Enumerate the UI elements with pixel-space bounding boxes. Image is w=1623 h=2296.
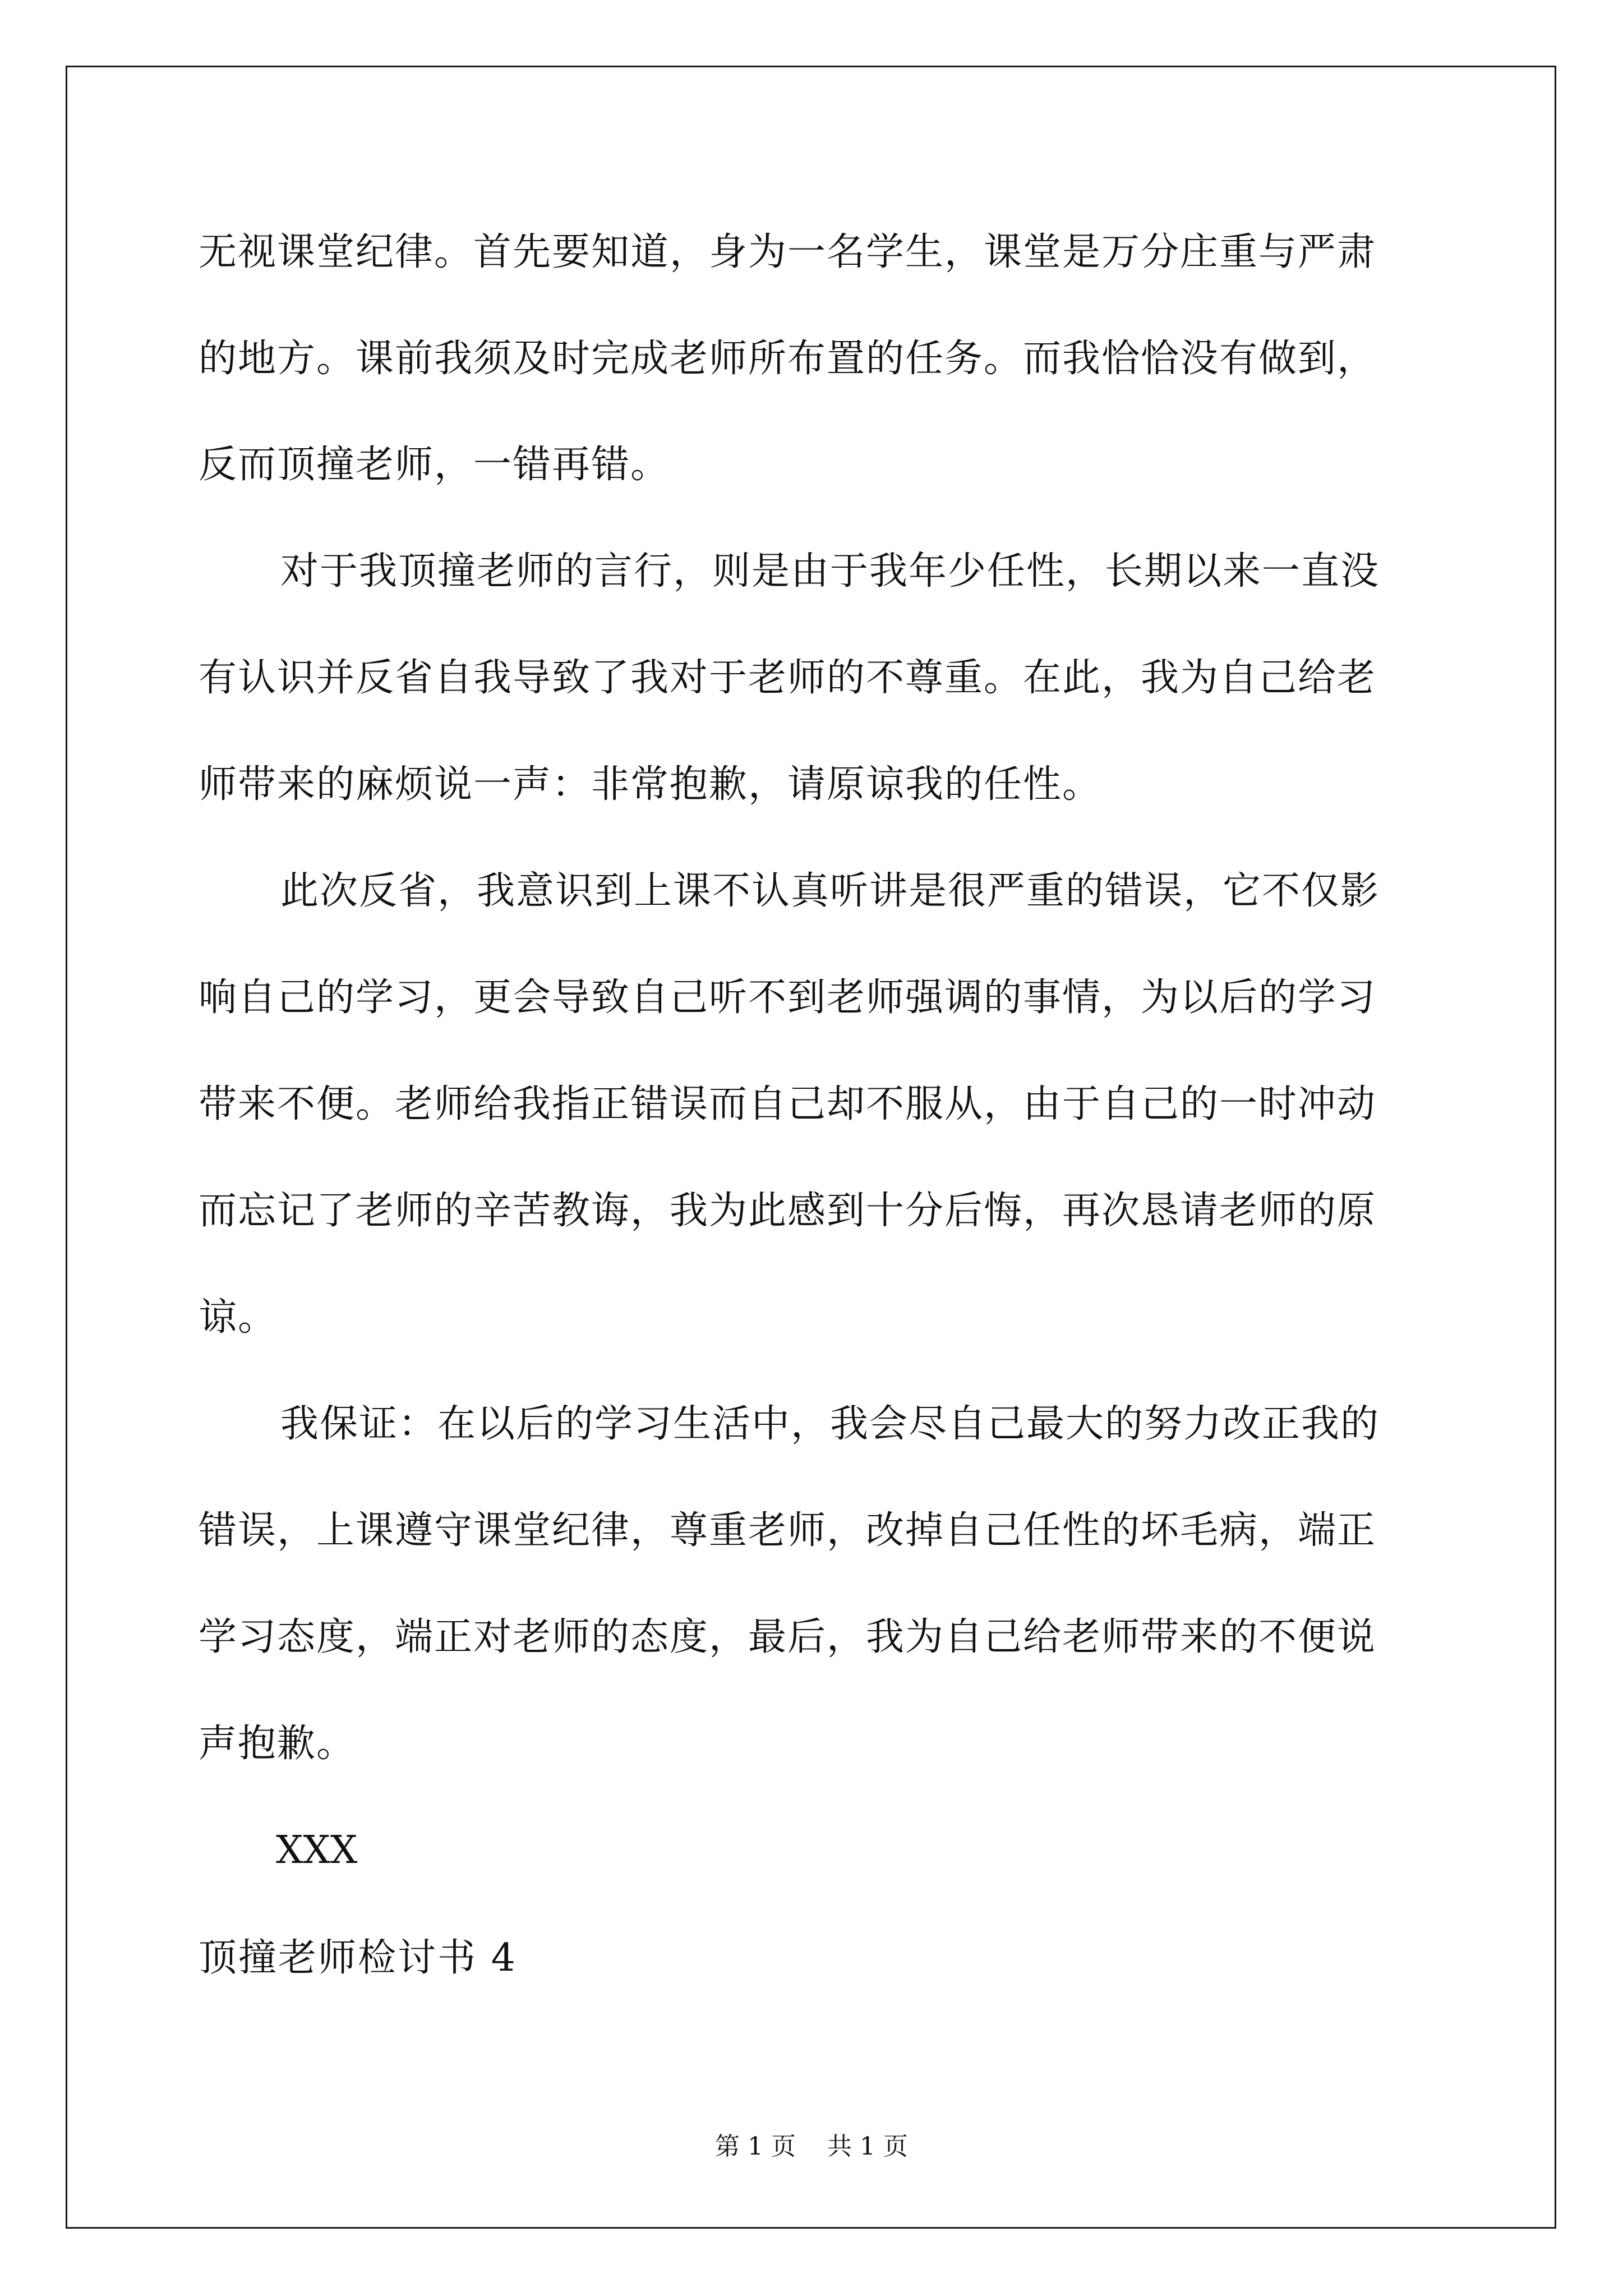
- body-line-8: 响自己的学习，更会导致自己听不到老师强调的事情，为以后的学习: [199, 976, 1377, 1020]
- body-line-10: 而忘记了老师的辛苦教诲，我为此感到十分后悔，再次恳请老师的原: [199, 1189, 1377, 1233]
- signature: XXX: [276, 1828, 358, 1872]
- body-line-6: 师带来的麻烦说一声：非常抱歉，请原谅我的任性。: [199, 762, 1102, 807]
- page-border: [66, 66, 1556, 2229]
- body-line-15: 声抱歉。: [199, 1722, 356, 1766]
- body-line-11: 谅。: [199, 1295, 278, 1340]
- next-section-heading: 顶撞老师检讨书 4: [199, 1936, 517, 1980]
- body-line-14: 学习态度，端正对老师的态度，最后，我为自己给老师带来的不便说: [199, 1615, 1377, 1659]
- body-line-4: 对于我顶撞老师的言行，则是由于我年少任性，长期以来一直没: [280, 549, 1380, 593]
- body-line-2: 的地方。课前我须及时完成老师所布置的任务。而我恰恰没有做到，: [199, 337, 1377, 381]
- body-line-7: 此次反省，我意识到上课不认真听讲是很严重的错误，它不仅影: [280, 869, 1380, 913]
- body-line-12: 我保证：在以后的学习生活中，我会尽自己最大的努力改正我的: [280, 1402, 1380, 1446]
- body-line-13: 错误，上课遵守课堂纪律，尊重老师，改掉自己任性的坏毛病，端正: [199, 1508, 1377, 1553]
- body-line-1: 无视课堂纪律。首先要知道，身为一名学生，课堂是万分庄重与严肃: [199, 230, 1377, 274]
- page-number-footer: 第 1 页 共 1 页: [715, 2132, 908, 2161]
- body-line-5: 有认识并反省自我导致了我对于老师的不尊重。在此，我为自己给老: [199, 656, 1377, 700]
- body-line-9: 带来不便。老师给我指正错误而自己却不服从，由于自己的一时冲动: [199, 1082, 1377, 1126]
- body-line-3: 反而顶撞老师，一错再错。: [199, 443, 670, 487]
